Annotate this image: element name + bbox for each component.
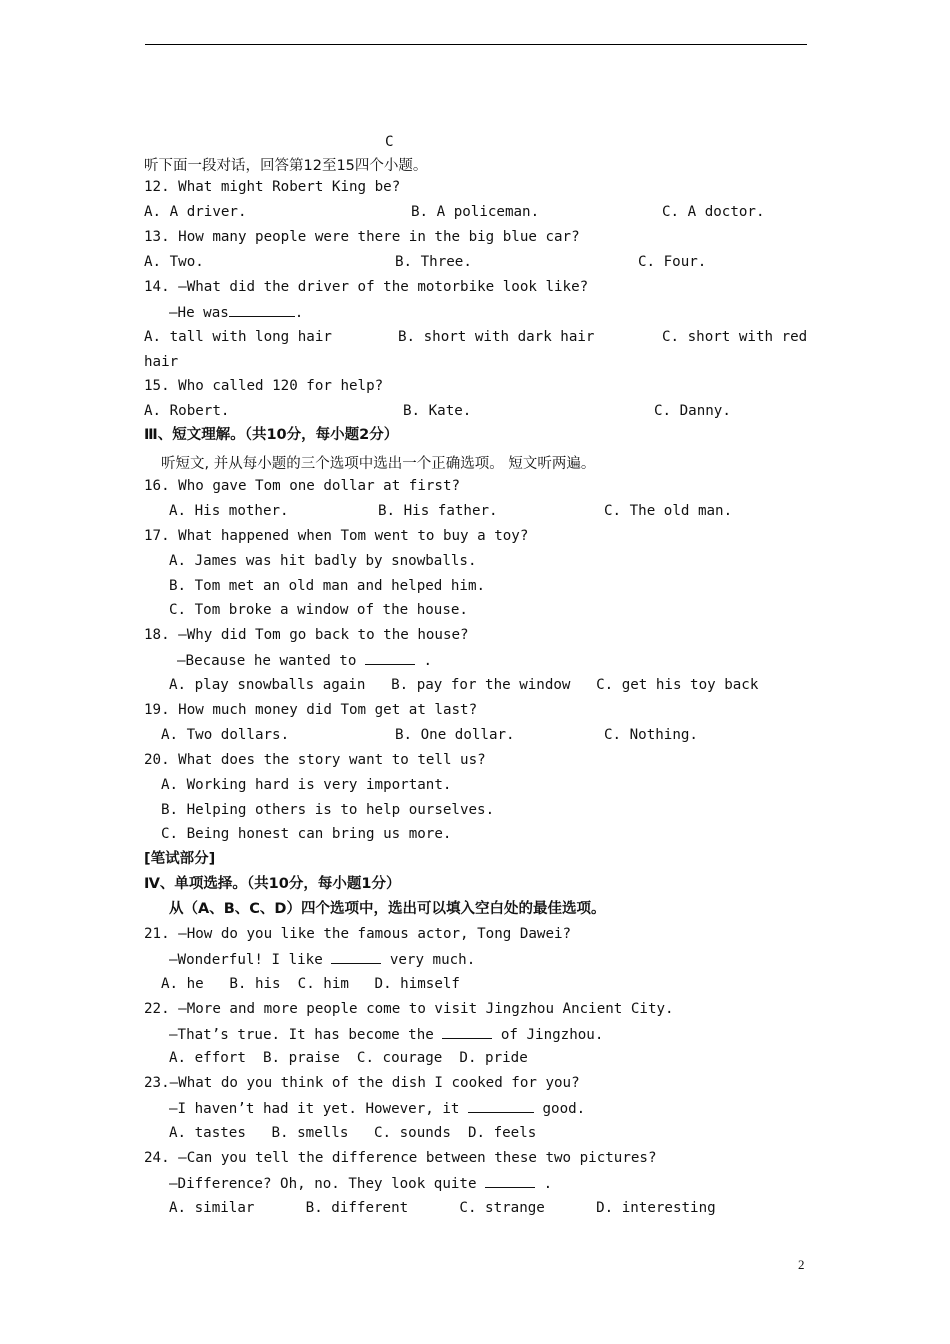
q24-options: A. similar B. different C. strange D. interesting: [169, 1200, 716, 1216]
section-3-heading: Ⅲ、短文理解。（共10分，每小题2分）: [144, 427, 399, 443]
q16-option-a: A. His mother.: [169, 503, 289, 519]
question-13: 13. How many people were there in the big blue car?: [144, 229, 580, 245]
q18-response-text: —Because he wanted to: [177, 653, 357, 669]
q17-option-b: B. Tom met an old man and helped him.: [169, 578, 486, 594]
q24-response-text: —Difference? Oh, no. They look quite: [169, 1176, 477, 1192]
q23-response-text: —I haven’t had it yet. However, it: [169, 1101, 460, 1117]
q12-option-b: B. A policeman.: [411, 204, 540, 220]
q17-option-a: A. James was hit badly by snowballs.: [169, 553, 477, 569]
written-part-heading: [笔试部分]: [144, 851, 216, 867]
section-4-heading: Ⅳ、单项选择。（共10分，每小题1分）: [144, 876, 401, 892]
question-20: 20. What does the story want to tell us?: [144, 752, 486, 768]
q17-option-c: C. Tom broke a window of the house.: [169, 602, 468, 618]
q24-blank: [485, 1173, 535, 1188]
question-16: 16. Who gave Tom one dollar at first?: [144, 478, 461, 494]
q13-option-b: B. Three.: [395, 254, 472, 270]
q13-option-c: C. Four.: [638, 254, 707, 270]
q23-response: [169, 1098, 585, 1119]
q14-response: —He was .: [169, 302, 303, 323]
q14-option-b: B. short with dark hair: [398, 329, 595, 345]
q23-blank: [468, 1098, 534, 1113]
q23-response-end: good.: [542, 1101, 586, 1117]
q22-response-end: of Jingzhou.: [500, 1027, 604, 1043]
q14-blank: [229, 302, 295, 317]
q22-response-text: —That’s true. It has become the: [169, 1027, 434, 1043]
q14-option-c: C. short with red: [662, 329, 808, 345]
q20-option-a: A. Working hard is very important.: [161, 777, 452, 793]
question-19: 19. How much money did Tom get at last?: [144, 702, 478, 718]
q18-options: A. play snowballs again B. pay for the window C. get his toy back: [169, 677, 759, 693]
q21-response: [169, 949, 475, 970]
question-23: 23.—What do you think of the dish I cooked for you?: [144, 1075, 580, 1091]
q22-response: [169, 1024, 603, 1045]
q19-option-a: A. Two dollars.: [161, 727, 290, 743]
question-18: 18. —Why did Tom go back to the house?: [144, 627, 469, 643]
q20-option-b: B. Helping others is to help ourselves.: [161, 802, 495, 818]
q18-blank: [365, 650, 415, 665]
q23-options: A. tastes B. smells C. sounds D. feels: [169, 1125, 537, 1141]
q24-response: [169, 1173, 552, 1194]
section-3-instruction: 听短文, 并从每小题的三个选项中选出一个正确选项。 短文听两遍。: [161, 456, 596, 472]
question-22: 22. —More and more people come to visit Jingzhou Ancient City.: [144, 1001, 674, 1017]
question-24: 24. —Can you tell the difference between these two pictures?: [144, 1150, 657, 1166]
section-letter: C: [385, 134, 394, 150]
q12-option-c: C. A doctor.: [662, 204, 765, 220]
q14-option-c-cont: hair: [144, 354, 179, 370]
q15-option-b: B. Kate.: [403, 403, 472, 419]
section-4-instruction: 从（A、B、C、D）四个选项中，选出可以填入空白处的最佳选项。: [169, 901, 606, 917]
header-rule: [145, 44, 807, 45]
page-number: 2: [798, 1257, 805, 1272]
q21-response-end: very much.: [389, 952, 476, 968]
q20-option-c: C. Being honest can bring us more.: [161, 826, 452, 842]
q13-option-a: A. Two.: [144, 254, 204, 270]
q21-blank: [331, 949, 381, 964]
q18-response-end: .: [423, 653, 433, 669]
q14-option-a: A. tall with long hair: [144, 329, 332, 345]
q16-option-c: C. The old man.: [604, 503, 733, 519]
question-21: 21. —How do you like the famous actor, Tong Dawei?: [144, 926, 572, 942]
q16-option-b: B. His father.: [378, 503, 498, 519]
q21-response-text: —Wonderful! I like: [169, 952, 323, 968]
q19-option-b: B. One dollar.: [395, 727, 515, 743]
question-14: 14. —What did the driver of the motorbike look like?: [144, 279, 589, 295]
instruction-12-15: 听下面一段对话，回答第12至15四个小题。: [144, 158, 428, 174]
question-12: 12. What might Robert King be?: [144, 179, 401, 195]
q24-response-end: .: [543, 1176, 553, 1192]
question-15: 15. Who called 120 for help?: [144, 378, 384, 394]
q12-option-a: A. A driver.: [144, 204, 247, 220]
q18-response: [177, 650, 432, 671]
q22-options: A. effort B. praise C. courage D. pride: [169, 1050, 528, 1066]
q15-option-c: C. Danny.: [654, 403, 731, 419]
q22-blank: [442, 1024, 492, 1039]
q21-options: A. he B. his C. him D. himself: [161, 976, 460, 992]
q14-response-text: —He was: [169, 305, 229, 321]
q19-option-c: C. Nothing.: [604, 727, 698, 743]
q15-option-a: A. Robert.: [144, 403, 230, 419]
question-17: 17. What happened when Tom went to buy a toy?: [144, 528, 529, 544]
